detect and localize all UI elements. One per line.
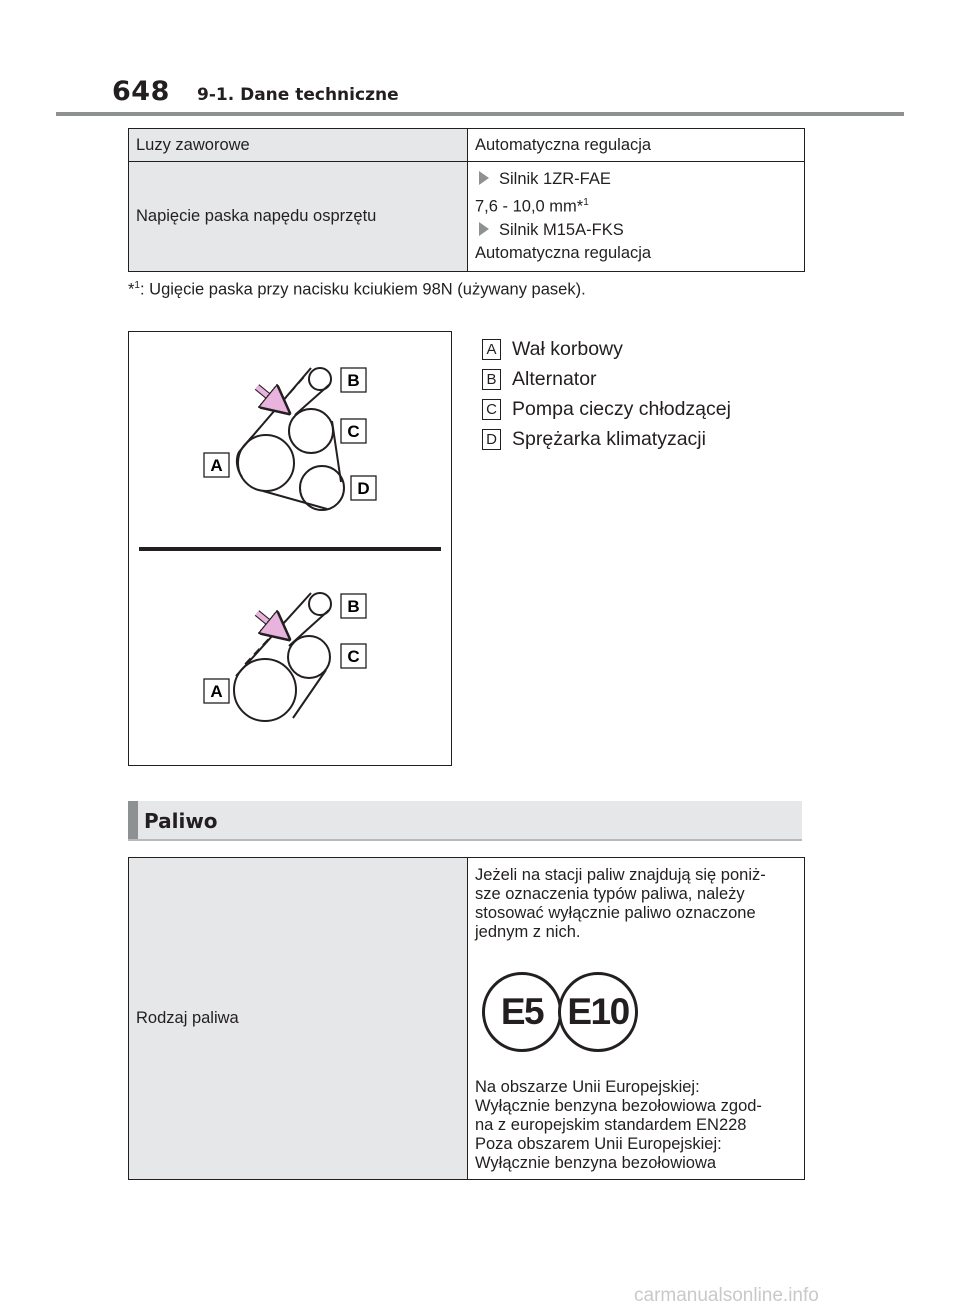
footnote-text: : Ugięcie paska przy nacisku kciukiem 98N (używany pasek). xyxy=(139,280,586,299)
heading-accent-bar xyxy=(128,801,138,839)
footnote-mark: * xyxy=(128,280,135,299)
figure-legend xyxy=(482,334,731,454)
text-line: jednym z nich. xyxy=(475,923,581,941)
text-line: Jeżeli na stacji paliw znajdują się poniż- xyxy=(475,866,766,884)
figure-divider xyxy=(139,547,441,551)
figure-label: C xyxy=(347,647,360,666)
belt-diagram xyxy=(128,331,452,766)
legend-item xyxy=(482,394,731,424)
figure-label: A xyxy=(210,682,223,701)
label-box xyxy=(341,419,366,443)
label-box xyxy=(341,368,366,392)
press-arrow-icon xyxy=(257,387,279,405)
figure-label: D xyxy=(357,479,370,498)
legend-text: Pompa cieczy chłodzącej xyxy=(512,397,731,420)
page-header xyxy=(0,0,960,120)
footnote xyxy=(128,280,586,300)
heading-text: Paliwo xyxy=(144,809,218,833)
figure-label: B xyxy=(347,597,360,616)
label-box xyxy=(204,453,229,477)
belt-layout-bottom xyxy=(204,593,366,721)
text-line: stosować wyłącznie paliwo oznaczone xyxy=(475,904,756,922)
spec-label: Luzy zaworowe xyxy=(129,129,468,162)
engine-value xyxy=(475,191,797,219)
footnote-sup: 1 xyxy=(134,280,140,291)
watermark: carmanualsonline.info xyxy=(634,1285,819,1306)
fuel-badges xyxy=(482,972,797,1058)
legend-text: Sprężarka klimatyzacji xyxy=(512,427,706,450)
figure-label: B xyxy=(347,371,360,390)
spec-value xyxy=(468,858,805,1180)
figure-label: A xyxy=(210,456,223,475)
spec-value xyxy=(468,162,805,272)
spec-label: Rodzaj paliwa xyxy=(129,858,468,1180)
belt-layout-top xyxy=(204,368,376,510)
page-number: 648 xyxy=(112,76,170,107)
tension-value: 7,6 - 10,0 mm* xyxy=(475,197,584,216)
triangle-bullet-icon xyxy=(479,222,489,236)
legend-text: Alternator xyxy=(512,367,597,390)
fuel-notes xyxy=(475,1078,797,1173)
legend-item xyxy=(482,334,731,364)
fuel-section-heading xyxy=(128,801,802,841)
legend-text: Wał korbowy xyxy=(512,337,623,360)
belt-diagram-svg xyxy=(129,332,451,765)
engine-name: Silnik 1ZR-FAE xyxy=(499,170,611,188)
legend-key: B xyxy=(482,369,501,390)
spec-value: Automatyczna regulacja xyxy=(468,129,805,162)
section-title: 9-1. Dane techniczne xyxy=(197,85,399,105)
figure-label: C xyxy=(347,422,360,441)
legend-key: C xyxy=(482,399,501,420)
label-box xyxy=(204,679,229,703)
legend-key: D xyxy=(482,429,501,450)
label-box xyxy=(351,476,376,500)
table-row xyxy=(129,129,805,162)
text-line: Wyłącznie benzyna bezołowiowa xyxy=(475,1154,717,1172)
fuel-intro xyxy=(475,866,797,942)
spec-table xyxy=(128,128,805,272)
legend-key: A xyxy=(482,339,501,360)
engine-value: Automatyczna regulacja xyxy=(475,243,652,262)
e5-badge-icon: E5 xyxy=(482,972,562,1052)
text-line: na z europejskim standardem EN228 xyxy=(475,1116,747,1134)
table-row xyxy=(129,162,805,272)
engine-name: Silnik M15A-FKS xyxy=(499,220,624,239)
text-line: Na obszarze Unii Europejskiej: xyxy=(475,1078,700,1096)
engine-item xyxy=(475,219,797,242)
legend-item xyxy=(482,364,731,394)
fuel-table xyxy=(128,857,805,1180)
engine-item xyxy=(475,168,797,191)
label-box xyxy=(341,644,366,668)
text-line: Wyłącznie benzyna bezołowiowa zgod- xyxy=(475,1097,762,1115)
text-line: sze oznaczenia typów paliwa, należy xyxy=(475,885,745,903)
legend-item xyxy=(482,424,731,454)
label-box xyxy=(341,594,366,618)
spec-label: Napięcie paska napędu osprzętu xyxy=(129,162,468,272)
header-rule xyxy=(56,112,904,116)
press-arrow-icon xyxy=(257,613,279,631)
table-row xyxy=(129,858,805,1180)
text-line: Poza obszarem Unii Europejskiej: xyxy=(475,1135,722,1153)
belt xyxy=(236,593,329,718)
footnote-ref: 1 xyxy=(583,197,589,208)
e10-badge-icon: E10 xyxy=(558,972,638,1052)
triangle-bullet-icon xyxy=(479,171,489,185)
